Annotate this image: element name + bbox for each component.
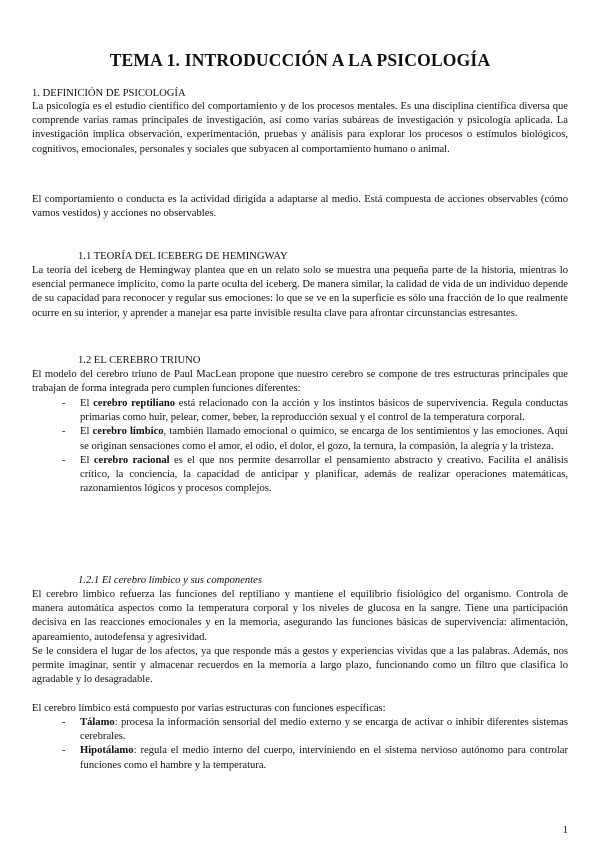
item-text: , también llamado emocional o químico, se encarga de los sentimientos y las emociones. Aquí se originan sensaciones como el amor, el odio, el dolor, el gozo, la ternura, la compasión, la alegría y la tristeza. xyxy=(80,426,568,452)
bullet-dash: - xyxy=(62,426,66,438)
bullet-dash: - xyxy=(62,454,66,466)
item-prefix: El xyxy=(80,454,94,466)
paragraph-definition: La psicología es el estudio científico del comportamiento y de los procesos mentales. Es una disciplina científica diversa que comprende varias ramas principales de investigación, así como varias subáreas de investigación y psicología aplicada. La investigación implica observación, experimentación, pruebas y análisis para explorar los procesos o estímulos biológicos, cognitivos, emocionales, personales y sociales que subyacen al comportamiento humano o animal. xyxy=(32,101,568,155)
limbic-structures-list xyxy=(32,716,568,773)
item-term: Hipotálamo xyxy=(80,745,134,757)
list-item xyxy=(32,454,568,497)
subsection-heading-limbic: 1.2.1 El cerebro límbico y sus componentes xyxy=(78,575,262,586)
item-term: cerebro racional xyxy=(93,454,170,466)
paragraph-triune-brain: El modelo del cerebro triuno de Paul MacLean propone que nuestro cerebro se compone de tres estructuras principales que trabajan de forma integrada pero cumplen funciones diferentes: xyxy=(32,369,568,395)
bullet-dash: - xyxy=(62,745,66,757)
item-prefix: El xyxy=(80,398,94,409)
paragraph-limbic-structures: El cerebro límbico está compuesto por varias estructuras con funciones específicas: xyxy=(32,703,386,714)
section-heading-triune-brain: 1.2 EL CEREBRO TRIUNO xyxy=(78,355,201,366)
list-item xyxy=(32,397,568,425)
paragraph-behavior: El comportamiento o conducta es la actividad dirigida a adaptarse al medio. Está compuesta de acciones observables (cómo vamos vestidos) y acciones no observables. xyxy=(32,194,568,220)
triune-brain-list xyxy=(32,397,568,496)
section-heading-iceberg: 1.1 TEORÍA DEL ICEBERG DE HEMINGWAY xyxy=(78,251,288,262)
page-number: 1 xyxy=(562,824,568,836)
list-item xyxy=(32,744,568,772)
paragraph-limbic-functions: El cerebro límbico refuerza las funciones del reptiliano y mantiene el equilibrio fisiológico del organismo. Controla de manera automática aspectos como la temperatura corporal y los niveles de glucosa en la sangre. Tiene una participación decisiva en las reacciones emocionales y en la memoria, asegurando las funciones básicas de supervivencia: alimentación, apareamiento, autodefensa y agresividad. xyxy=(32,589,568,643)
list-item xyxy=(32,425,568,453)
paragraph-iceberg: La teoría del iceberg de Hemingway plantea que en un relato solo se muestra una pequeña parte de la historia, mientras lo esencial permanece implícito, como la parte oculta del iceberg. De manera similar, la calidad de vida de un individuo depende de su capacidad para reconocer y regular sus emociones: lo que se ve en la superficie es sólo una fracción de lo que realmente ocurre en su interior, y aprender a manejar esa parte invisible resulta clave para afrontar circunstancias estresantes. xyxy=(32,265,568,319)
section-heading-definition: 1. DEFINICIÓN DE PSICOLOGÍA xyxy=(32,88,186,99)
list-item xyxy=(32,716,568,744)
item-term: cerebro límbico xyxy=(92,426,164,438)
bullet-dash: - xyxy=(62,717,66,728)
bullet-dash: - xyxy=(62,398,66,409)
document-title: TEMA 1. INTRODUCCIÓN A LA PSICOLOGÍA xyxy=(109,50,491,70)
item-text: : regula el medio interno del cuerpo, interviniendo en el sistema nervioso autónomo para controlar funciones como el hambre y la temperatura. xyxy=(80,745,568,771)
item-term: cerebro reptiliano xyxy=(93,398,176,409)
item-text: está relacionado con la acción y los instintos básicos de supervivencia. Regula conductas primarias como huir, pelear, comer, beber, la reproducción sexual y el control de la temperatura corporal. xyxy=(80,398,568,424)
item-text: : procesa la información sensorial del medio externo y se encarga de activar o inhibir diferentes sistemas cerebrales. xyxy=(80,717,568,743)
item-prefix: El xyxy=(80,426,93,438)
paragraph-limbic-affects: Se le considera el lugar de los afectos, ya que responde más a gestos y experiencias vividas que a las palabras. Además, nos permite imaginar, sentir y almacenar recuerdos en la memoria a largo plazo, funcionando como un filtro que clasifica lo agradable y lo desagradable. xyxy=(32,646,568,686)
item-text: es el que nos permite desarrollar el pensamiento abstracto y creativo. Facilita el análisis crítico, la conciencia, la capacidad de anticipar y planificar, además de realizar operaciones matemáticas, razonamientos lógicos y procesos complejos. xyxy=(80,454,568,495)
item-term: Tálamo xyxy=(80,717,115,728)
